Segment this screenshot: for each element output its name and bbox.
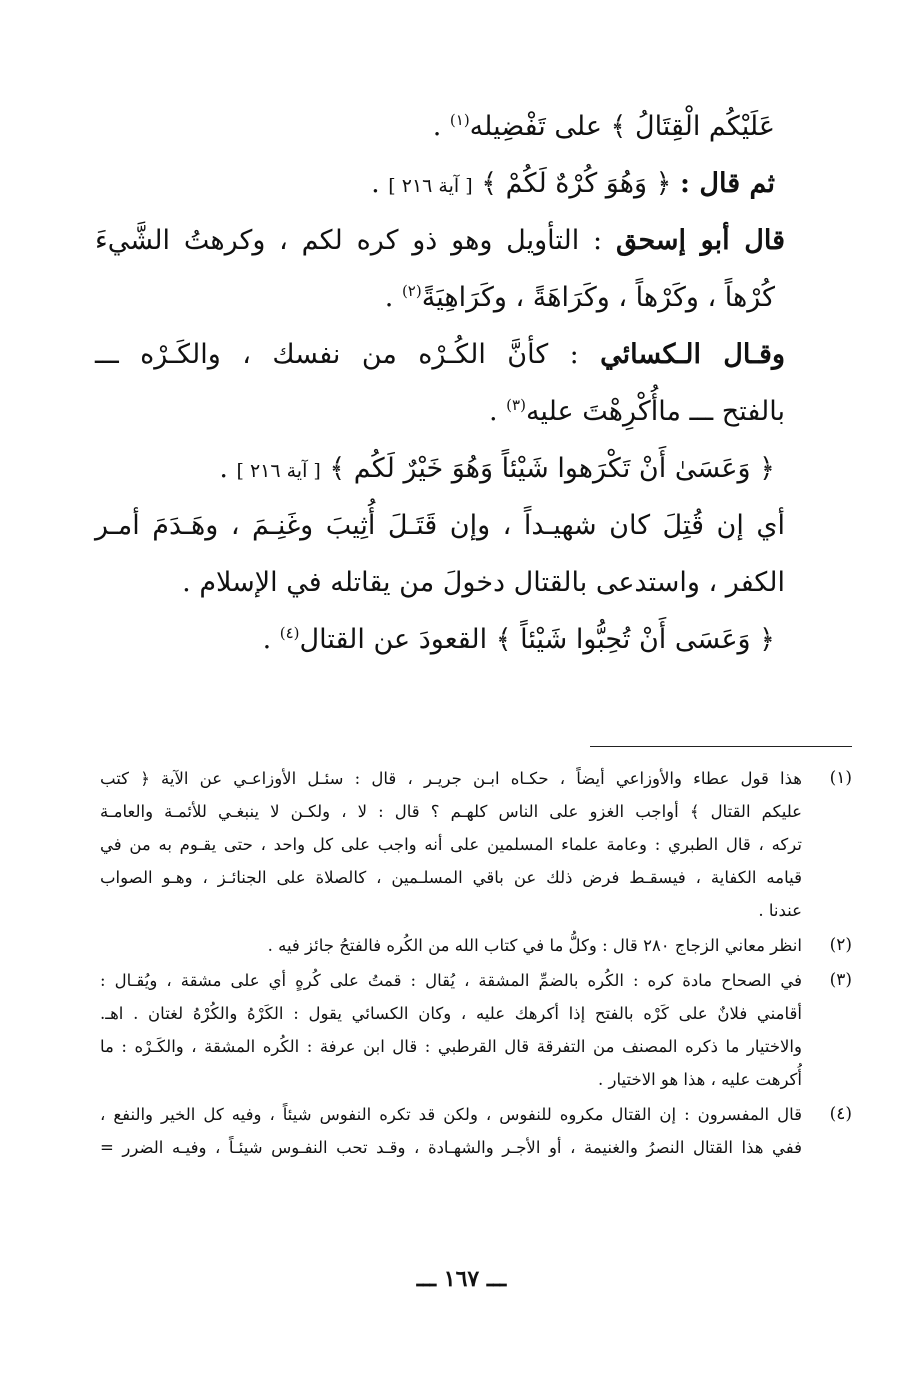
footnote-3 (100, 964, 852, 1096)
footnote-line: عندنا . (758, 901, 802, 920)
footnote-line: في الصحاح مادة كره : الكُره بالضمِّ المشقة ، يُقال : قمتُ على كُرهٍ أي على مشقة ، ويُقـال : (100, 971, 802, 990)
footnote-number: (٢) (829, 935, 852, 955)
footnote-line: عليكم القتال ﴾ أواجب الغزو على الناس كلهـم ؟ قال : لا ، ولكـن لا ينبغـي للأئمـة والعامـة (100, 802, 802, 821)
line-end: . (219, 453, 237, 484)
verse-reference: [ آية ٢١٦ ] (388, 175, 473, 197)
main-text (95, 98, 785, 668)
line-text: : التأويل وهو ذو كره لكم ، وكرهتُ الشَّيءَ (95, 225, 616, 256)
footnote-line: هذا قول عطاء والأوزاعي أيضاً ، حكـاه ابـن جريـر ، قال : سئـل الأوزاعـي عن الآية ﴿ كتب (100, 769, 802, 788)
quran-verse: ﴿ وَعَسَى أَنْ تُحِبُّوا شَيْئاً ﴾ (495, 624, 775, 655)
quran-verse: ﴿ وَعَسَىٰ أَنْ تَكْرَهوا شَيْئاً وَهُوَ خَيْرٌ لَكُم ﴾ (320, 453, 775, 484)
footnote-separator (590, 746, 852, 747)
footnote-1 (100, 762, 852, 927)
text-line-4 (95, 269, 785, 326)
footnote-ref: (٣) (506, 396, 526, 414)
quran-verse: ﴿ وَهُوَ كُرْهٌ لَكُمْ ﴾ (472, 168, 680, 199)
text-line-9 (95, 554, 785, 611)
footnote-line: قال المفسرون : إن القتال مكروه للنفوس ، ولكن قد تكره النفوس شيئاً ، وفيه كل الخير والنفع ، (100, 1105, 802, 1124)
speaker-label: ثم قال : (679, 168, 775, 199)
line-text: أي إن قُتِلَ كان شهيـداً ، وإن قَتَـلَ أُثِيبَ وغَنِـمَ ، وهَـدَمَ أمـر (95, 510, 785, 541)
footnote-2 (100, 929, 852, 962)
footnote-line: أُكرهت عليه ، هذا هو الاختيار . (598, 1070, 802, 1089)
line-end: . (489, 396, 507, 427)
line-text: : كأنَّ الكُـرْه من نفسك ، والكَـرْه ـــ (95, 339, 601, 370)
text-line-2 (95, 155, 785, 212)
footnote-line: والاختيار ما ذكره المصنف من التفرقة قال القرطبي : قال ابن عرفة : الكُره المشقة ، والكَـرْه : ما (100, 1037, 802, 1056)
line-end: . (432, 111, 450, 142)
speaker-label: قال أبو إسحق (615, 225, 785, 256)
footnote-number: (١) (829, 768, 852, 788)
text-line-7 (95, 440, 785, 497)
text-line-10 (95, 611, 785, 668)
footnote-line: انظر معاني الزجاج ٢٨٠ قال : وكلُّ ما في كتاب الله من الكُره فالفتحُ جائز فيه . (267, 936, 802, 955)
line-end: . (384, 282, 402, 313)
footnote-line: قيامه الكفاية ، فيسقـط فرض ذلك عن باقي المسلـمين ، كالصلاة على الجنائـز ، وهـو الصواب (100, 868, 802, 887)
footnote-ref: (٢) (401, 282, 422, 300)
line-text: الكفر ، واستدعى بالقتال دخولَ من يقاتله في الإسلام . (182, 567, 785, 598)
verse-reference: [ آية ٢١٦ ] (236, 460, 321, 482)
text-line-1 (95, 98, 785, 155)
text-line-3 (95, 212, 785, 269)
speaker-label: وقـال الـكسائي (600, 339, 785, 370)
footnote-line: أقامني فلانٌ على كَرْه بالفتح إذا أكرهك عليه ، وكان الكسائي يقول : الكَرْهُ والكُرْهُ لغتان . اهـ. (100, 1004, 802, 1023)
quran-verse: عَلَيْكُم الْقِتَالُ ﴾ (610, 111, 775, 142)
footnote-number: (٣) (829, 970, 852, 990)
footnote-ref: (١) (449, 111, 470, 129)
line-end: . (371, 168, 389, 199)
line-text: كُرْهاً ، وكَرْهاً ، وكَرَاهَةً ، وكَرَاهِيَةً (421, 282, 775, 313)
text-line-8 (95, 497, 785, 554)
line-text: على تَفْضِيله (469, 111, 611, 142)
line-end: . (262, 624, 280, 655)
footnote-line: تركه ، قال الطبري : وعامة علماء المسلمين على أنه واجب على كل واحد ، حتى يقـوم به من في (100, 835, 802, 854)
line-text: القعودَ عن القتال (299, 624, 496, 655)
footnote-ref: (٤) (279, 624, 300, 642)
footnote-line: ففي هذا القتال النصرُ والغنيمة ، أو الأجـر والشهـادة ، وقـد تحب النفـوس شيئـاً ، وفيـه الضرر = (100, 1138, 802, 1157)
text-line-5 (95, 326, 785, 383)
text-line-6 (95, 383, 785, 440)
footnote-4 (100, 1098, 852, 1164)
line-text: بالفتح ـــ ماأُكْرِهْتَ عليه (525, 396, 785, 427)
footnote-number: (٤) (829, 1104, 852, 1124)
footnotes (100, 762, 852, 1166)
page-number: ـــ ١٦٧ ـــ (416, 1266, 507, 1292)
